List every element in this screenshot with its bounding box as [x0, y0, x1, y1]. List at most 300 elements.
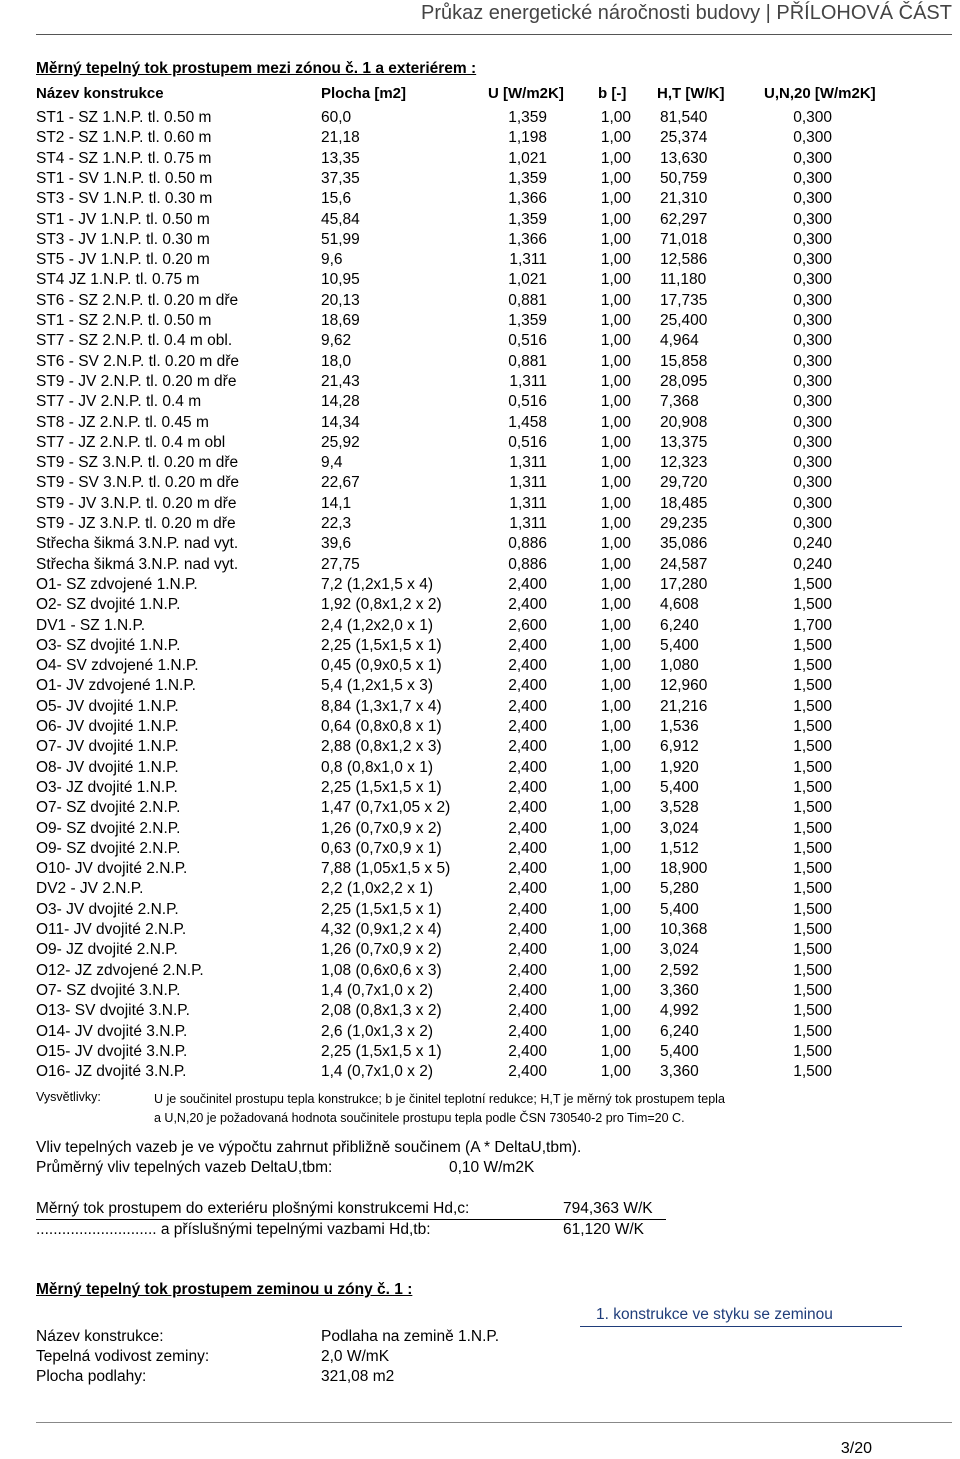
cell-name: ST4 JZ 1.N.P. tl. 0.75 m [36, 271, 200, 289]
table-row [0, 676, 960, 696]
cell-area: 0,64 (0,8x0,8 x 1) [321, 718, 442, 735]
cell-un20: 1,500 [793, 880, 832, 898]
cell-b: 1,00 [600, 169, 631, 187]
table-row [0, 291, 960, 311]
cell-u: 1,311 [509, 372, 547, 390]
table-row [0, 839, 960, 859]
cell-un20: 1,500 [793, 799, 832, 817]
cell-ht: 21,310 [660, 190, 708, 208]
cell-b: 1,00 [600, 555, 631, 573]
table-row [0, 1062, 960, 1082]
table-row [0, 433, 960, 453]
cell-b: 1,00 [600, 677, 631, 695]
table-row [0, 473, 960, 493]
cell-u: 2,400 [508, 839, 547, 857]
cell-name: ST5 - JV 1.N.P. tl. 0.20 m [36, 251, 210, 269]
cell-un20: 1,500 [793, 718, 832, 735]
cell-b: 1,00 [600, 393, 631, 411]
cell-name: ST6 - SV 2.N.P. tl. 0.20 m dře [36, 352, 240, 370]
cell-b: 1,00 [600, 839, 631, 857]
cell-b: 1,00 [600, 190, 631, 208]
cell-u: 2,400 [508, 860, 547, 878]
cell-b: 1,00 [600, 454, 631, 472]
cell-ht: 1,920 [660, 758, 699, 776]
cell-area: 9,6 [321, 251, 343, 269]
cell-u: 0,516 [508, 433, 547, 451]
cell-name: O15- JV dvojité 3.N.P. [36, 1042, 188, 1060]
column-header-un20: U,N,20 [W/m2K] [764, 85, 876, 102]
table-row [0, 737, 960, 757]
cell-area: 1,4 (0,7x1,0 x 2) [321, 981, 434, 999]
cell-name: ST1 - SV 1.N.P. tl. 0.50 m [36, 169, 213, 187]
cell-b: 1,00 [600, 758, 631, 776]
cell-name: ST4 - SZ 1.N.P. tl. 0.75 m [36, 149, 212, 167]
table-row [0, 961, 960, 981]
table-row [0, 778, 960, 798]
table-row [0, 697, 960, 717]
cell-un20: 0,240 [793, 555, 832, 573]
cell-ht: 3,024 [660, 819, 699, 837]
cell-b: 1,00 [600, 271, 631, 289]
cell-name: O9- SZ dvojité 2.N.P. [36, 819, 181, 837]
table-row [0, 108, 960, 128]
cell-b: 1,00 [600, 900, 631, 918]
cell-name: O6- JV dvojité 1.N.P. [36, 718, 179, 735]
table-row [0, 230, 960, 250]
section-ground-title: Měrný tepelný tok prostupem zeminou u zóny č. 1 : [36, 1281, 413, 1298]
table-row [0, 372, 960, 392]
cell-ht: 17,280 [660, 575, 708, 593]
cell-name: O11- JV dvojité 2.N.P. [36, 921, 187, 938]
cell-b: 1,00 [600, 636, 631, 654]
table-row [0, 819, 960, 839]
column-header-area: Plocha [m2] [321, 85, 407, 102]
cell-u: 2,400 [508, 1042, 547, 1060]
legend-text [154, 1090, 725, 1128]
cell-name: ST9 - SZ 3.N.P. tl. 0.20 m dře [36, 454, 239, 472]
cell-un20: 1,500 [793, 981, 832, 999]
table-row [0, 413, 960, 433]
cell-area: 8,84 (1,3x1,7 x 4) [321, 697, 442, 715]
cell-u: 2,400 [508, 799, 547, 817]
table-row [0, 311, 960, 331]
cell-ht: 17,735 [660, 291, 708, 309]
cell-ht: 20,908 [660, 413, 708, 431]
cell-u: 1,366 [508, 190, 547, 208]
table-row [0, 758, 960, 778]
cell-u: 1,311 [509, 515, 547, 532]
cell-u: 2,400 [508, 738, 547, 756]
cell-area: 2,88 (0,8x1,2 x 3) [321, 738, 442, 756]
cell-area: 60,0 [321, 109, 352, 126]
cell-name: O1- SZ zdvojené 1.N.P. [36, 575, 198, 593]
cell-ht: 5,280 [660, 880, 699, 898]
cell-b: 1,00 [600, 332, 631, 350]
cell-b: 1,00 [600, 1042, 631, 1060]
cell-un20: 1,500 [793, 941, 832, 959]
cell-ht: 28,095 [660, 372, 708, 390]
cell-name: O7- SZ dvojité 2.N.P. [36, 799, 181, 817]
cell-u: 2,400 [508, 880, 547, 898]
cell-un20: 1,500 [793, 738, 832, 756]
cell-ht: 3,528 [660, 799, 699, 817]
cell-b: 1,00 [600, 474, 631, 492]
table-row [0, 920, 960, 940]
cell-un20: 0,300 [793, 169, 832, 187]
cell-b: 1,00 [600, 413, 631, 431]
cell-un20: 1,500 [793, 819, 832, 837]
cell-un20: 1,700 [793, 616, 832, 634]
cell-area: 1,47 (0,7x1,05 x 2) [321, 799, 451, 817]
cell-ht: 6,240 [660, 1022, 699, 1040]
ground-area-label: Plocha podlahy: [36, 1368, 147, 1385]
table-row [0, 534, 960, 554]
cell-area: 9,62 [321, 332, 352, 350]
document-header-title: Průkaz energetické náročnosti budovy | PŘÍLOHOVÁ ČÁST [421, 2, 952, 24]
cell-un20: 0,300 [793, 372, 832, 390]
cell-un20: 0,300 [793, 149, 832, 167]
cell-ht: 3,360 [660, 981, 699, 999]
table-row [0, 636, 960, 656]
cell-b: 1,00 [600, 718, 631, 735]
cell-name: ST2 - SZ 1.N.P. tl. 0.60 m [36, 129, 212, 147]
cell-ht: 4,608 [660, 596, 699, 614]
cell-name: O3- JV dvojité 2.N.P. [36, 900, 179, 918]
cell-u: 0,886 [508, 535, 547, 553]
cell-name: ST9 - JZ 3.N.P. tl. 0.20 m dře [36, 515, 236, 532]
cell-u: 2,400 [508, 900, 547, 918]
cell-area: 13,35 [321, 149, 360, 167]
cell-b: 1,00 [600, 981, 631, 999]
table-row [0, 859, 960, 879]
cell-name: O8- JV dvojité 1.N.P. [36, 758, 179, 776]
cell-name: O12- JZ zdvojené 2.N.P. [36, 961, 204, 979]
cell-ht: 1,536 [660, 718, 699, 735]
table-row [0, 149, 960, 169]
cell-un20: 1,500 [793, 636, 832, 654]
cell-ht: 5,400 [660, 636, 699, 654]
column-header-b: b [-] [598, 85, 627, 102]
cell-area: 22,67 [321, 474, 360, 492]
cell-area: 2,2 (1,0x2,2 x 1) [321, 880, 434, 898]
cell-ht: 13,375 [660, 433, 708, 451]
cell-u: 2,600 [508, 616, 547, 634]
cell-u: 1,021 [508, 149, 547, 167]
cell-un20: 1,500 [793, 921, 832, 938]
cell-name: ST3 - SV 1.N.P. tl. 0.30 m [36, 190, 213, 208]
table-row [0, 717, 960, 737]
cell-b: 1,00 [600, 575, 631, 593]
thermal-bridge-note: Vliv tepelných vazeb je ve výpočtu zahrnut přibližně součinem (A * DeltaU,tbm). [36, 1139, 582, 1156]
cell-b: 1,00 [600, 941, 631, 959]
cell-u: 1,311 [509, 454, 547, 472]
cell-area: 2,6 (1,0x1,3 x 2) [321, 1022, 434, 1040]
cell-un20: 1,500 [793, 758, 832, 776]
cell-name: O2- SZ dvojité 1.N.P. [36, 596, 181, 614]
cell-ht: 13,630 [660, 149, 708, 167]
cell-b: 1,00 [600, 515, 631, 532]
cell-u: 2,400 [508, 778, 547, 796]
cell-ht: 11,180 [660, 271, 707, 289]
cell-area: 7,88 (1,05x1,5 x 5) [321, 860, 451, 878]
cell-un20: 0,300 [793, 413, 832, 431]
cell-area: 18,69 [321, 312, 360, 329]
cell-area: 51,99 [321, 230, 360, 248]
cell-ht: 2,592 [660, 961, 699, 979]
cell-area: 0,45 (0,9x0,5 x 1) [321, 657, 442, 675]
cell-b: 1,00 [600, 494, 631, 512]
cell-un20: 1,500 [793, 860, 832, 878]
table-row [0, 210, 960, 230]
cell-name: ST8 - JZ 2.N.P. tl. 0.45 m [36, 413, 209, 431]
cell-u: 2,400 [508, 819, 547, 837]
cell-un20: 0,300 [793, 312, 832, 329]
cell-ht: 24,587 [660, 555, 708, 573]
cell-u: 2,400 [508, 961, 547, 979]
cell-ht: 62,297 [660, 210, 708, 228]
cell-un20: 1,500 [793, 575, 832, 593]
cell-un20: 0,300 [793, 291, 832, 309]
cell-b: 1,00 [600, 230, 631, 248]
table-row [0, 798, 960, 818]
cell-b: 1,00 [600, 291, 631, 309]
table-row [0, 981, 960, 1001]
hdc-label: Měrný tok prostupem do exteriéru plošnými konstrukcemi Hd,c: [36, 1200, 470, 1217]
cell-name: O10- JV dvojité 2.N.P. [36, 860, 188, 878]
cell-u: 2,400 [508, 596, 547, 614]
cell-ht: 25,374 [660, 129, 708, 147]
cell-u: 0,516 [508, 332, 547, 350]
cell-b: 1,00 [600, 799, 631, 817]
cell-un20: 1,500 [793, 657, 832, 675]
cell-b: 1,00 [600, 372, 631, 390]
thermal-bridge-avg-value: 0,10 W/m2K [449, 1159, 535, 1176]
cell-u: 0,881 [508, 352, 547, 370]
cell-un20: 0,300 [793, 352, 832, 370]
cell-un20: 0,300 [793, 271, 832, 289]
hdc-underline [36, 1219, 666, 1220]
cell-area: 1,92 (0,8x1,2 x 2) [321, 596, 442, 614]
cell-name: ST6 - SZ 2.N.P. tl. 0.20 m dře [36, 291, 239, 309]
cell-name: O9- SZ dvojité 2.N.P. [36, 839, 181, 857]
cell-b: 1,00 [600, 1002, 631, 1020]
cell-ht: 18,485 [660, 494, 708, 512]
cell-u: 2,400 [508, 657, 547, 675]
cell-un20: 0,300 [793, 190, 832, 208]
cell-area: 9,4 [321, 454, 343, 472]
cell-ht: 1,080 [660, 657, 699, 675]
cell-u: 1,311 [509, 474, 547, 492]
cell-un20: 1,500 [793, 961, 832, 979]
hdtb-label: ............................ a příslušnými tepelnými vazbami Hd,tb: [36, 1221, 431, 1238]
table-row [0, 128, 960, 148]
cell-b: 1,00 [600, 880, 631, 898]
cell-area: 5,4 (1,2x1,5 x 3) [321, 677, 434, 695]
ground-conductivity-label: Tepelná vodivost zeminy: [36, 1348, 210, 1365]
cell-ht: 3,360 [660, 1063, 699, 1081]
cell-ht: 4,964 [660, 332, 699, 350]
table-row [0, 656, 960, 676]
cell-name: O7- SZ dvojité 3.N.P. [36, 981, 181, 999]
section-exterior-title: Měrný tepelný tok prostupem mezi zónou č. 1 a exteriérem : [36, 60, 477, 77]
cell-name: ST9 - JV 2.N.P. tl. 0.20 m dře [36, 372, 237, 390]
cell-un20: 1,500 [793, 778, 832, 796]
table-row [0, 514, 960, 534]
table-row [0, 169, 960, 189]
cell-u: 2,400 [508, 718, 547, 735]
cell-u: 1,359 [508, 169, 547, 187]
cell-name: O13- SV dvojité 3.N.P. [36, 1002, 190, 1020]
cell-b: 1,00 [600, 738, 631, 756]
cell-u: 0,886 [508, 555, 547, 573]
cell-u: 2,400 [508, 1002, 547, 1020]
cell-area: 1,26 (0,7x0,9 x 2) [321, 819, 442, 837]
cell-ht: 4,992 [660, 1002, 699, 1020]
cell-name: DV1 - SZ 1.N.P. [36, 616, 146, 634]
table-row [0, 392, 960, 412]
cell-un20: 0,300 [793, 433, 832, 451]
cell-b: 1,00 [600, 961, 631, 979]
cell-un20: 1,500 [793, 596, 832, 614]
cell-area: 15,6 [321, 190, 352, 208]
cell-name: O4- SV zdvojené 1.N.P. [36, 657, 199, 675]
cell-b: 1,00 [600, 616, 631, 634]
cell-ht: 29,235 [660, 515, 708, 532]
cell-ht: 25,400 [660, 312, 708, 329]
cell-area: 2,25 (1,5x1,5 x 1) [321, 636, 442, 654]
ground-subtitle-underline [580, 1326, 902, 1327]
cell-un20: 0,300 [793, 474, 832, 492]
cell-name: ST7 - JV 2.N.P. tl. 0.4 m [36, 393, 202, 411]
cell-name: O16- JZ dvojité 3.N.P. [36, 1063, 187, 1081]
cell-area: 37,35 [321, 169, 360, 187]
cell-area: 21,18 [321, 129, 360, 147]
cell-u: 2,400 [508, 1022, 547, 1040]
cell-un20: 0,300 [793, 251, 832, 269]
cell-area: 2,25 (1,5x1,5 x 1) [321, 778, 442, 796]
cell-ht: 50,759 [660, 169, 708, 187]
cell-name: Střecha šikmá 3.N.P. nad vyt. [36, 535, 239, 553]
cell-un20: 0,300 [793, 332, 832, 350]
legend-line-1: U je součinitel prostupu tepla konstrukce; b je činitel teplotní redukce; H,T je měrný tok prostupem tepla [154, 1092, 725, 1106]
footer-divider [36, 1422, 952, 1423]
cell-name: O9- JZ dvojité 2.N.P. [36, 941, 178, 959]
cell-b: 1,00 [600, 921, 631, 938]
cell-u: 1,359 [508, 210, 547, 228]
cell-area: 2,4 (1,2x2,0 x 1) [321, 616, 434, 634]
cell-u: 0,881 [508, 291, 547, 309]
cell-ht: 1,512 [660, 839, 699, 857]
cell-u: 2,400 [508, 981, 547, 999]
cell-name: O5- JV dvojité 1.N.P. [36, 697, 179, 715]
cell-un20: 1,500 [793, 839, 832, 857]
table-row [0, 1022, 960, 1042]
cell-ht: 5,400 [660, 900, 699, 918]
cell-area: 0,8 (0,8x1,0 x 1) [321, 758, 434, 776]
legend-label: Vysvětlivky: [36, 1090, 101, 1104]
cell-ht: 10,368 [660, 921, 708, 938]
cell-u: 0,516 [508, 393, 547, 411]
column-header-ht: H,T [W/K] [657, 85, 725, 102]
cell-un20: 0,300 [793, 393, 832, 411]
table-row [0, 494, 960, 514]
cell-u: 2,400 [508, 941, 547, 959]
cell-un20: 0,300 [793, 129, 832, 147]
table-row [0, 1042, 960, 1062]
cell-area: 20,13 [321, 291, 360, 309]
cell-u: 2,400 [508, 636, 547, 654]
cell-ht: 12,586 [660, 251, 708, 269]
cell-area: 0,63 (0,7x0,9 x 1) [321, 839, 442, 857]
cell-area: 18,0 [321, 352, 352, 370]
cell-area: 4,32 (0,9x1,2 x 4) [321, 921, 442, 938]
cell-name: ST1 - JV 1.N.P. tl. 0.50 m [36, 210, 210, 228]
cell-area: 14,28 [321, 393, 360, 411]
cell-area: 10,95 [321, 271, 360, 289]
cell-area: 14,1 [321, 494, 352, 512]
page-number: 3/20 [840, 1440, 872, 1457]
cell-ht: 5,400 [660, 1042, 699, 1060]
cell-area: 1,26 (0,7x0,9 x 2) [321, 941, 442, 959]
cell-u: 1,458 [508, 413, 547, 431]
cell-name: ST1 - SZ 2.N.P. tl. 0.50 m [36, 312, 212, 329]
cell-b: 1,00 [600, 312, 631, 329]
cell-b: 1,00 [600, 819, 631, 837]
table-row [0, 879, 960, 899]
cell-un20: 1,500 [793, 1042, 832, 1060]
table-row [0, 616, 960, 636]
cell-un20: 1,500 [793, 1022, 832, 1040]
thermal-bridge-avg-label: Průměrný vliv tepelných vazeb DeltaU,tbm: [36, 1159, 333, 1176]
header-divider [36, 34, 952, 35]
cell-u: 1,366 [508, 230, 547, 248]
cell-b: 1,00 [600, 433, 631, 451]
cell-un20: 1,500 [793, 677, 832, 695]
table-row [0, 595, 960, 615]
cell-b: 1,00 [600, 596, 631, 614]
cell-area: 25,92 [321, 433, 360, 451]
cell-ht: 6,912 [660, 738, 699, 756]
table-row [0, 189, 960, 209]
cell-b: 1,00 [600, 535, 631, 553]
cell-ht: 15,858 [660, 352, 708, 370]
cell-b: 1,00 [600, 129, 631, 147]
cell-u: 1,359 [508, 312, 547, 329]
column-header-u: U [W/m2K] [488, 85, 564, 102]
cell-u: 1,311 [509, 251, 547, 269]
cell-b: 1,00 [600, 657, 631, 675]
cell-ht: 81,540 [660, 109, 708, 126]
column-header-name: Název konstrukce [36, 85, 164, 102]
table-row [0, 555, 960, 575]
cell-b: 1,00 [600, 778, 631, 796]
cell-u: 2,400 [508, 1063, 547, 1081]
cell-area: 1,08 (0,6x0,6 x 3) [321, 961, 442, 979]
cell-ht: 3,024 [660, 941, 699, 959]
table-row [0, 1001, 960, 1021]
table-row [0, 331, 960, 351]
cell-name: O14- JV dvojité 3.N.P. [36, 1022, 188, 1040]
cell-b: 1,00 [600, 1022, 631, 1040]
cell-un20: 1,500 [793, 900, 832, 918]
cell-un20: 0,240 [793, 535, 832, 553]
cell-area: 21,43 [321, 372, 360, 390]
cell-u: 2,400 [508, 921, 547, 938]
cell-name: ST7 - JZ 2.N.P. tl. 0.4 m obl [36, 433, 226, 451]
cell-un20: 0,300 [793, 210, 832, 228]
cell-name: Střecha šikmá 3.N.P. nad vyt. [36, 555, 239, 573]
cell-ht: 29,720 [660, 474, 708, 492]
